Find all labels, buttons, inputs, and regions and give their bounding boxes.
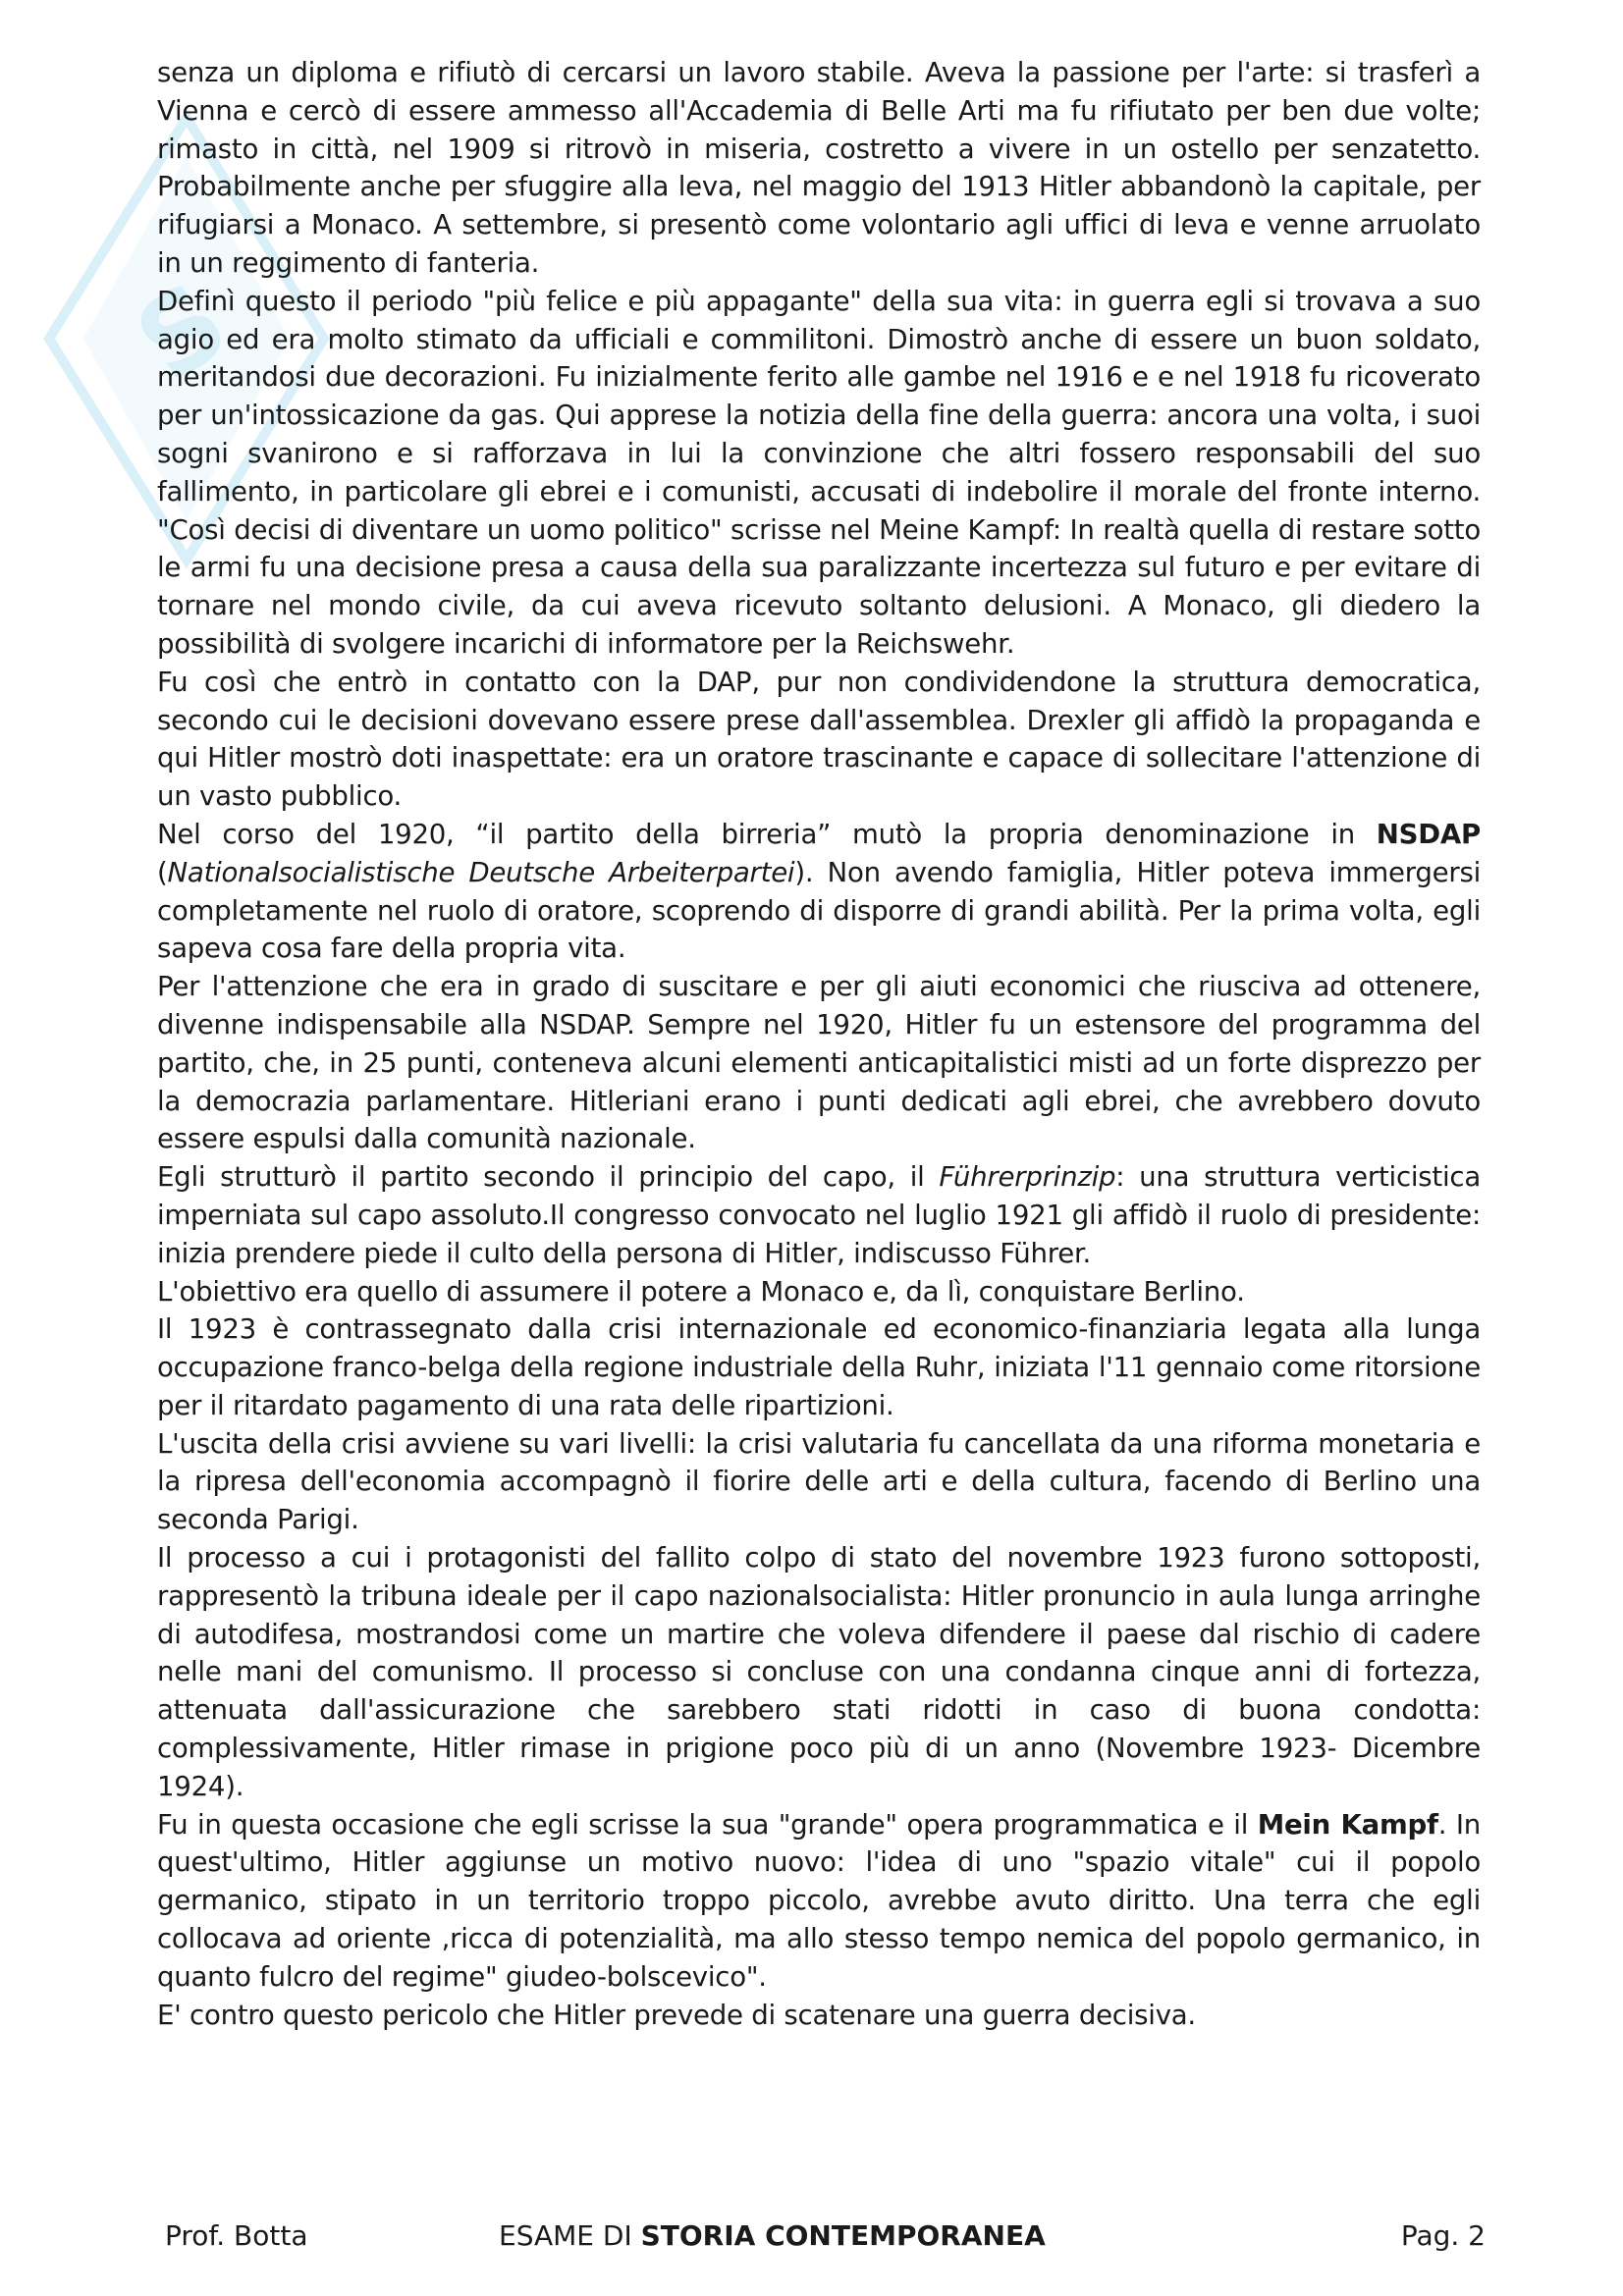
paragraph-text: Definì questo il periodo "più felice e più appagante" della sua vita: in guerra egli si trovava a suo agio ed era molto stimato da ufficiali e commilitoni. Dimostrò anche di essere un buon soldato, meritandosi due decorazioni. Fu inizialmente ferito alle gambe nel 1916 e e nel 1918 fu ricoverato per un'intossicazione da gas. Qui apprese la notizia della fine della guerra: ancora una volta, i suoi sogni svanirono e si rafforzava in lui la convinzione che altri fossero responsabili del suo fallimento, in particolare gli ebrei e i comunisti, accusati di indebolire il morale del fronte interno. "Così decisi di diventare un uomo politico" scrisse nel Meine Kampf: In realtà quella di restare sotto le armi fu una decisione presa a causa della sua paralizzante incertezza sul futuro e per evitare di tornare nel mondo civile, da cui aveva ricevuto soltanto delusioni. A Monaco, gli diedero la possibilità di svolgere incarichi di informatore per la Reichswehr. bbox=[157, 284, 1481, 660]
paragraph bbox=[157, 54, 1481, 283]
paragraph-text: E' contro questo pericolo che Hitler prevede di scatenare una guerra decisiva. bbox=[157, 1998, 1196, 2031]
paragraph bbox=[157, 1997, 1481, 2035]
bold-term: NSDAP bbox=[1376, 817, 1481, 850]
footer-exam-subject: STORIA CONTEMPORANEA bbox=[640, 2219, 1046, 2252]
paragraph-text: Il 1923 è contrassegnato dalla crisi internazionale ed economico-finanziaria legata alla lunga occupazione franco-belga della regione industriale della Ruhr, iniziata l'11 gennaio come ritorsione per il ritardato pagamento di una rata delle ripartizioni. bbox=[157, 1312, 1481, 1421]
paragraph bbox=[157, 1425, 1481, 1539]
paragraph-text: Il processo a cui i protagonisti del fallito colpo di stato del novembre 1923 furono sottoposti, rappresentò la tribuna ideale per il capo nazionalsocialista: Hitler pronuncio in aula lunga arringhe di autodifesa, mostrandosi come un martire che voleva difendere il paese dal rischio di cadere nelle mani del comunismo. Il processo si concluse con una condanna cinque anni di fortezza, attenuata dall'assicurazione che sarebbero stati ridotti in caso di buona condotta: complessivamente, Hitler rimase in prigione poco più di un anno (Novembre 1923- Dicembre 1924). bbox=[157, 1541, 1481, 1802]
paragraph-text: Nel corso del 1920, “il partito della birreria” mutò la propria denominazione in bbox=[157, 817, 1377, 850]
paragraph-text: L'uscita della crisi avviene su vari livelli: la crisi valutaria fu cancellata da una riforma monetaria e la ripresa dell'economia accompagnò il fiorire delle arti e della cultura, facendo di Berlino una seconda Parigi. bbox=[157, 1426, 1481, 1536]
paragraph-text: : una struttura verticistica imperniata sul capo assoluto.Il congresso convocato nel luglio 1921 gli affidò il ruolo di presidente: inizia prendere piede il culto della persona di Hitler, indiscusso Führer. bbox=[157, 1160, 1481, 1269]
paragraph-text: L'obiettivo era quello di assumere il potere a Monaco e, da lì, conquistare Berlino. bbox=[157, 1274, 1245, 1308]
paragraph bbox=[157, 1539, 1481, 1806]
paragraph bbox=[157, 816, 1481, 968]
italic-term: Führerprinzip bbox=[939, 1160, 1116, 1194]
paragraph-text: Fu in questa occasione che egli scrisse la sua "grande" opera programmatica e il bbox=[157, 1807, 1258, 1841]
paragraph bbox=[157, 664, 1481, 816]
paragraph-text: Per l'attenzione che era in grado di suscitare e per gli aiuti economici che riusciva ad ottenere, divenne indispensabile alla NSDAP. Sempre nel 1920, Hitler fu un estensore del programma del partito, che, in 25 punti, conteneva alcuni elementi anticapitalistici misti ad un forte disprezzo per la democrazia parlamentare. Hitleriani erano i punti dedicati agli ebrei, che avrebbero dovuto essere espulsi dalla comunità nazionale. bbox=[157, 970, 1481, 1155]
italic-term: Nationalsocialistische Deutsche Arbeiterpartei bbox=[167, 855, 795, 888]
paragraph-text: senza un diploma e rifiutò di cercarsi un lavoro stabile. Aveva la passione per l'arte: si trasferì a Vienna e cercò di essere ammesso all'Accademia di Belle Arti ma fu rifiutato per ben due volte; rimasto in città, nel 1909 si ritrovò in miseria, costretto a vivere in un ostello per senzatetto. Probabilmente anche per sfuggire alla leva, nel maggio del 1913 Hitler abbandonò la capitale, per rifugiarsi a Monaco. A settembre, si presentò come volontario agli uffici di leva e venne arruolato in un reggimento di fanteria. bbox=[157, 56, 1481, 279]
paragraph-text: . In quest'ultimo, Hitler aggiunse un motivo nuovo: l'idea di uno "spazio vitale" cui il popolo germanico, stipato in un territorio troppo piccolo, avrebbe avuto diritto. Una terra che egli collocava ad oriente ,ricca di potenzialità, ma allo stesso tempo nemica del popolo germanico, in quanto fulcro del regime" giudeo-bolscevico". bbox=[157, 1807, 1481, 1993]
paragraph bbox=[157, 1158, 1481, 1272]
bold-term: Mein Kampf bbox=[1257, 1807, 1438, 1841]
footer-exam-prefix: ESAME DI bbox=[499, 2219, 641, 2252]
paragraph-text: Egli strutturò il partito secondo il principio del capo, il bbox=[157, 1160, 940, 1194]
paragraph-text: ). Non avendo famiglia, Hitler poteva immergersi completamente nel ruolo di oratore, scoprendo di disporre di grandi abilità. Per la prima volta, egli sapeva cosa fare della propria vita. bbox=[157, 855, 1481, 965]
paragraph bbox=[157, 283, 1481, 664]
footer-page-number: Pag. 2 bbox=[1400, 2219, 1486, 2252]
paragraph-text: ( bbox=[157, 855, 168, 888]
paragraph bbox=[157, 1310, 1481, 1424]
page-footer bbox=[0, 2216, 1623, 2256]
paragraph-text: Fu così che entrò in contatto con la DAP, pur non condividendone la struttura democratica, secondo cui le decisioni dovevano essere prese dall'assemblea. Drexler gli affidò la propaganda e qui Hitler mostrò doti inaspettate: era un oratore trascinante e capace di sollecitare l'attenzione di un vasto pubblico. bbox=[157, 665, 1481, 813]
footer-exam-title bbox=[499, 2216, 1046, 2256]
paragraph bbox=[157, 968, 1481, 1158]
paragraph bbox=[157, 1273, 1481, 1311]
footer-author: Prof. Botta bbox=[165, 2219, 308, 2252]
paragraph bbox=[157, 1806, 1481, 1997]
document-body bbox=[157, 54, 1481, 2034]
svg-text:S: S bbox=[114, 258, 250, 406]
